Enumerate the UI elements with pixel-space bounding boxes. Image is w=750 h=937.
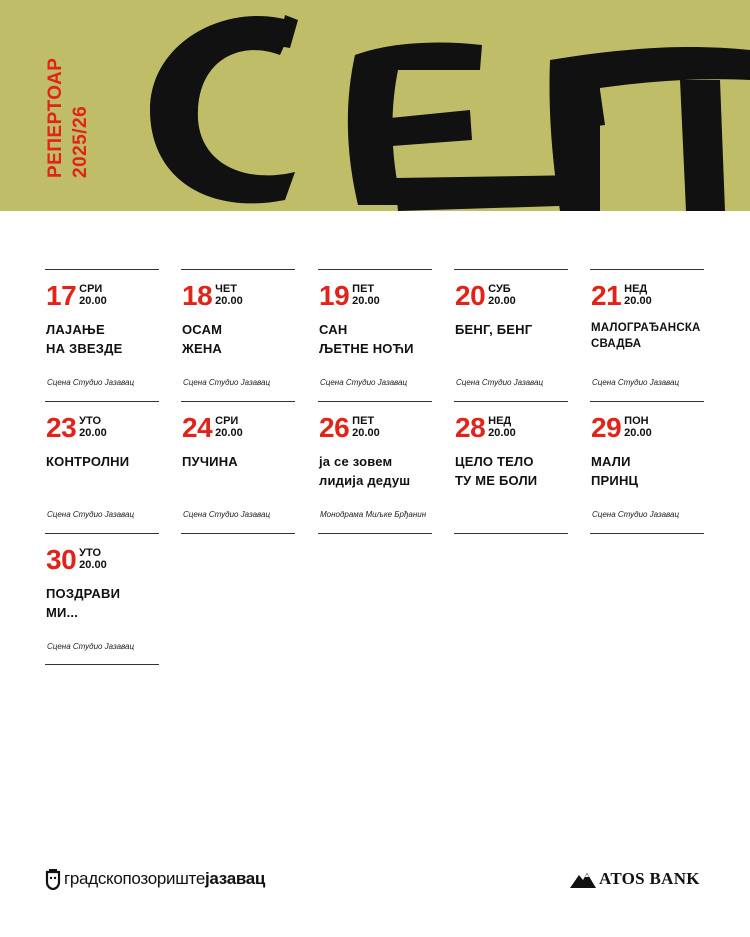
sponsor-logo[interactable] xyxy=(570,868,700,890)
event-time: 20.00 xyxy=(79,559,107,571)
event-title: КОНТРОЛНИ xyxy=(46,454,130,469)
event-weekday: УТО xyxy=(79,415,102,427)
event-venue: Сцена Студио Јазавац xyxy=(183,510,271,519)
event-card[interactable] xyxy=(181,269,295,401)
event-title: ПОЗДРАВИ МИ... xyxy=(46,586,121,620)
event-venue: Сцена Студио Јазавац xyxy=(183,378,271,387)
event-date xyxy=(591,282,652,312)
season-title: 2025/26 xyxy=(70,105,91,178)
event-time: 20.00 xyxy=(488,295,516,307)
event-card[interactable] xyxy=(45,401,159,533)
event-day: 23 xyxy=(46,412,77,443)
event-date xyxy=(46,546,107,576)
event-day: 17 xyxy=(46,280,77,311)
brush-lettering-graphic xyxy=(120,0,750,211)
event-time: 20.00 xyxy=(79,427,107,439)
event-card[interactable] xyxy=(181,401,295,533)
event-day: 30 xyxy=(46,544,77,575)
event-title: БЕНГ, БЕНГ xyxy=(455,322,533,337)
event-card[interactable] xyxy=(454,269,568,401)
theatre-name xyxy=(64,869,265,889)
event-time: 20.00 xyxy=(624,427,652,439)
event-venue: Сцена Студио Јазавац xyxy=(592,378,680,387)
event-card[interactable] xyxy=(590,401,704,533)
event-day: 21 xyxy=(591,280,622,311)
event-card[interactable] xyxy=(318,401,432,533)
event-date xyxy=(182,414,243,444)
event-venue: Сцена Студио Јазавац xyxy=(47,510,135,519)
event-weekday: УТО xyxy=(79,547,102,559)
bank-name: ATOS BANK xyxy=(599,869,700,888)
event-weekday: ЧЕТ xyxy=(215,283,237,295)
header-banner xyxy=(0,0,750,211)
event-card[interactable] xyxy=(590,269,704,401)
event-venue: Сцена Студио Јазавац xyxy=(47,378,135,387)
event-title: ОСАМ ЖЕНА xyxy=(182,322,223,356)
event-time: 20.00 xyxy=(352,427,380,439)
repertoire-title: РЕПЕРТОАР xyxy=(45,57,66,178)
event-day: 20 xyxy=(455,280,486,311)
divider xyxy=(318,533,432,534)
event-venue: Сцена Студио Јазавац xyxy=(592,510,680,519)
event-title: САН ЉЕТНЕ НОЋИ xyxy=(319,322,414,356)
event-weekday: НЕД xyxy=(488,415,512,427)
event-date xyxy=(46,282,107,312)
divider xyxy=(181,533,295,534)
event-time: 20.00 xyxy=(215,295,243,307)
event-day: 24 xyxy=(182,412,213,443)
mountain-icon xyxy=(570,870,596,888)
event-title: ЦЕЛО ТЕЛО ТУ МЕ БОЛИ xyxy=(455,454,538,488)
event-day: 26 xyxy=(319,412,350,443)
event-time: 20.00 xyxy=(215,427,243,439)
event-card[interactable] xyxy=(45,269,159,401)
event-card[interactable] xyxy=(318,269,432,401)
event-day: 28 xyxy=(455,412,486,443)
event-weekday: СУБ xyxy=(488,283,511,295)
event-venue: Сцена Студио Јазавац xyxy=(320,378,408,387)
event-time: 20.00 xyxy=(488,427,516,439)
theatre-name-part: јазавац xyxy=(204,869,266,888)
theatre-name-part: градско xyxy=(64,869,123,888)
divider xyxy=(454,533,568,534)
event-title: МАЛОГРАЂАНСКА СВАДБА xyxy=(591,322,701,350)
divider xyxy=(590,533,704,534)
event-weekday: ПЕТ xyxy=(352,283,375,295)
event-day: 29 xyxy=(591,412,622,443)
event-date xyxy=(319,282,380,312)
theatre-name-part: позориште xyxy=(122,869,205,888)
event-weekday: СРИ xyxy=(215,415,239,427)
event-venue: Сцена Студио Јазавац xyxy=(47,642,135,651)
theatre-logo[interactable] xyxy=(45,868,265,890)
event-venue: Сцена Студио Јазавац xyxy=(456,378,544,387)
event-title: МАЛИ ПРИНЦ xyxy=(591,454,639,488)
event-day: 19 xyxy=(319,280,350,311)
event-date xyxy=(455,282,516,312)
event-date xyxy=(455,414,516,444)
event-time: 20.00 xyxy=(352,295,380,307)
event-title: ја се зовем лидија дедуш xyxy=(319,454,411,488)
event-weekday: ПЕТ xyxy=(352,415,375,427)
event-day: 18 xyxy=(182,280,213,311)
event-card[interactable] xyxy=(454,401,568,533)
event-date xyxy=(319,414,380,444)
event-weekday: НЕД xyxy=(624,283,648,295)
event-time: 20.00 xyxy=(79,295,107,307)
event-venue: Монодрама Миљке Брђанин xyxy=(320,510,427,519)
event-weekday: СРИ xyxy=(79,283,103,295)
event-date xyxy=(591,414,652,444)
event-date xyxy=(46,414,107,444)
event-weekday: ПОН xyxy=(624,415,649,427)
repertoire-label xyxy=(43,28,103,188)
event-time: 20.00 xyxy=(624,295,652,307)
event-title: ПУЧИНА xyxy=(182,454,238,469)
theatre-mask-icon xyxy=(45,868,61,890)
event-card[interactable] xyxy=(45,533,159,665)
event-title: ЛАЈАЊЕ НА ЗВЕЗДЕ xyxy=(46,322,123,356)
event-date xyxy=(182,282,243,312)
